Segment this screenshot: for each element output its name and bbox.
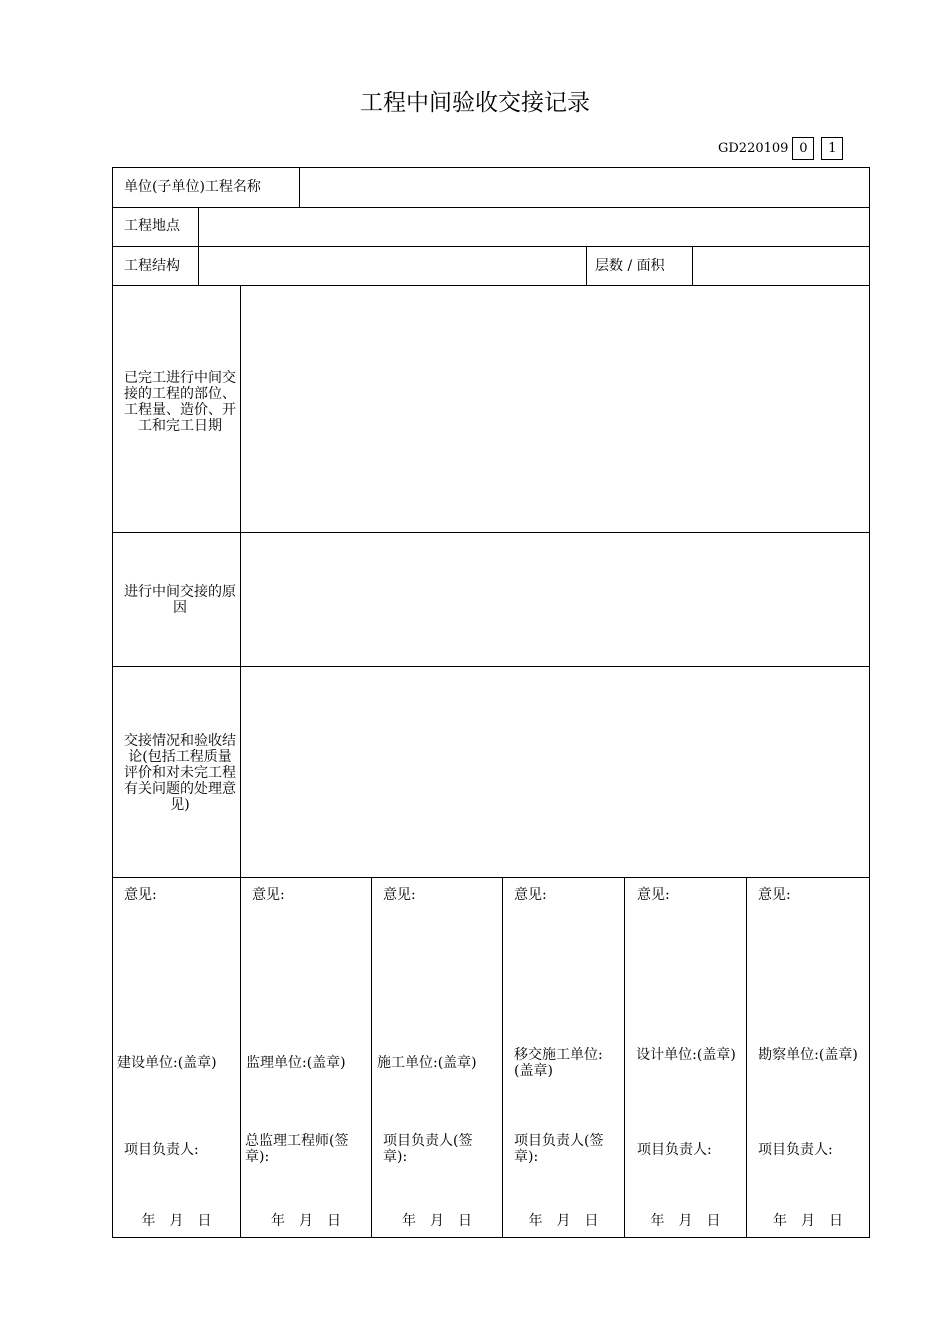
col-divider	[746, 877, 747, 1237]
unit-label: 监理单位:(盖章)	[246, 1055, 346, 1071]
unit-label: 设计单位:(盖章)	[636, 1047, 736, 1063]
unit-label: 施工单位:(盖章)	[377, 1055, 477, 1071]
col-divider	[624, 877, 625, 1237]
opinion-label: 意见:	[514, 887, 547, 903]
date-label: 年 月 日	[271, 1213, 341, 1229]
unit-label: 移交施工单位:(盖章)	[514, 1047, 603, 1079]
opinion-label: 意见:	[383, 887, 416, 903]
date-label: 年 月 日	[528, 1213, 599, 1229]
form-code-box-2[interactable]: 1	[821, 137, 843, 160]
form-code-prefix: GD220109	[718, 141, 789, 156]
date-label: 年 月 日	[650, 1213, 721, 1229]
col-divider	[502, 877, 503, 1237]
structure-label: 工程结构	[124, 258, 180, 274]
opinion-label: 意见:	[252, 887, 285, 903]
completed-work-label: 已完工进行中间交接的工程的部位、工程量、造价、开工和完工日期	[124, 370, 236, 434]
location-field[interactable]	[199, 207, 869, 246]
person-label: 项目负责人:	[637, 1142, 712, 1158]
date-label: 年 月 日	[141, 1213, 212, 1229]
project-name-label: 单位(子单位)工程名称	[124, 179, 261, 195]
structure-field[interactable]	[199, 246, 586, 285]
person-label: 总监理工程师(签章):	[245, 1133, 349, 1165]
reason-label: 进行中间交接的原因	[124, 584, 236, 616]
project-name-field[interactable]	[300, 168, 869, 207]
form-code	[718, 136, 843, 161]
date-label: 年 月 日	[402, 1213, 472, 1229]
reason-field[interactable]	[241, 532, 869, 666]
person-label: 项目负责人(签章):	[383, 1133, 473, 1165]
col-divider	[586, 246, 587, 285]
person-label: 项目负责人:	[124, 1142, 199, 1158]
col-divider	[371, 877, 372, 1237]
person-label: 项目负责人:	[758, 1142, 833, 1158]
date-label: 年 月 日	[773, 1213, 843, 1229]
unit-label: 勘察单位:(盖章)	[758, 1047, 858, 1063]
person-label: 项目负责人(签章):	[514, 1133, 604, 1165]
conclusion-label: 交接情况和验收结论(包括工程质量评价和对未完工程有关问题的处理意见)	[124, 733, 236, 813]
floors-area-label: 层数 / 面积	[595, 258, 665, 274]
completed-work-field[interactable]	[241, 285, 869, 532]
row-divider	[113, 877, 869, 878]
handover-form	[112, 167, 870, 1238]
page-title: 工程中间验收交接记录	[360, 90, 590, 116]
form-code-box-1[interactable]: 0	[792, 137, 814, 160]
opinion-label: 意见:	[124, 887, 157, 903]
conclusion-field[interactable]	[241, 666, 869, 877]
floors-area-field[interactable]	[693, 246, 869, 285]
opinion-label: 意见:	[637, 887, 670, 903]
unit-label: 建设单位:(盖章)	[117, 1055, 217, 1071]
location-label: 工程地点	[124, 218, 180, 234]
opinion-label: 意见:	[758, 887, 791, 903]
